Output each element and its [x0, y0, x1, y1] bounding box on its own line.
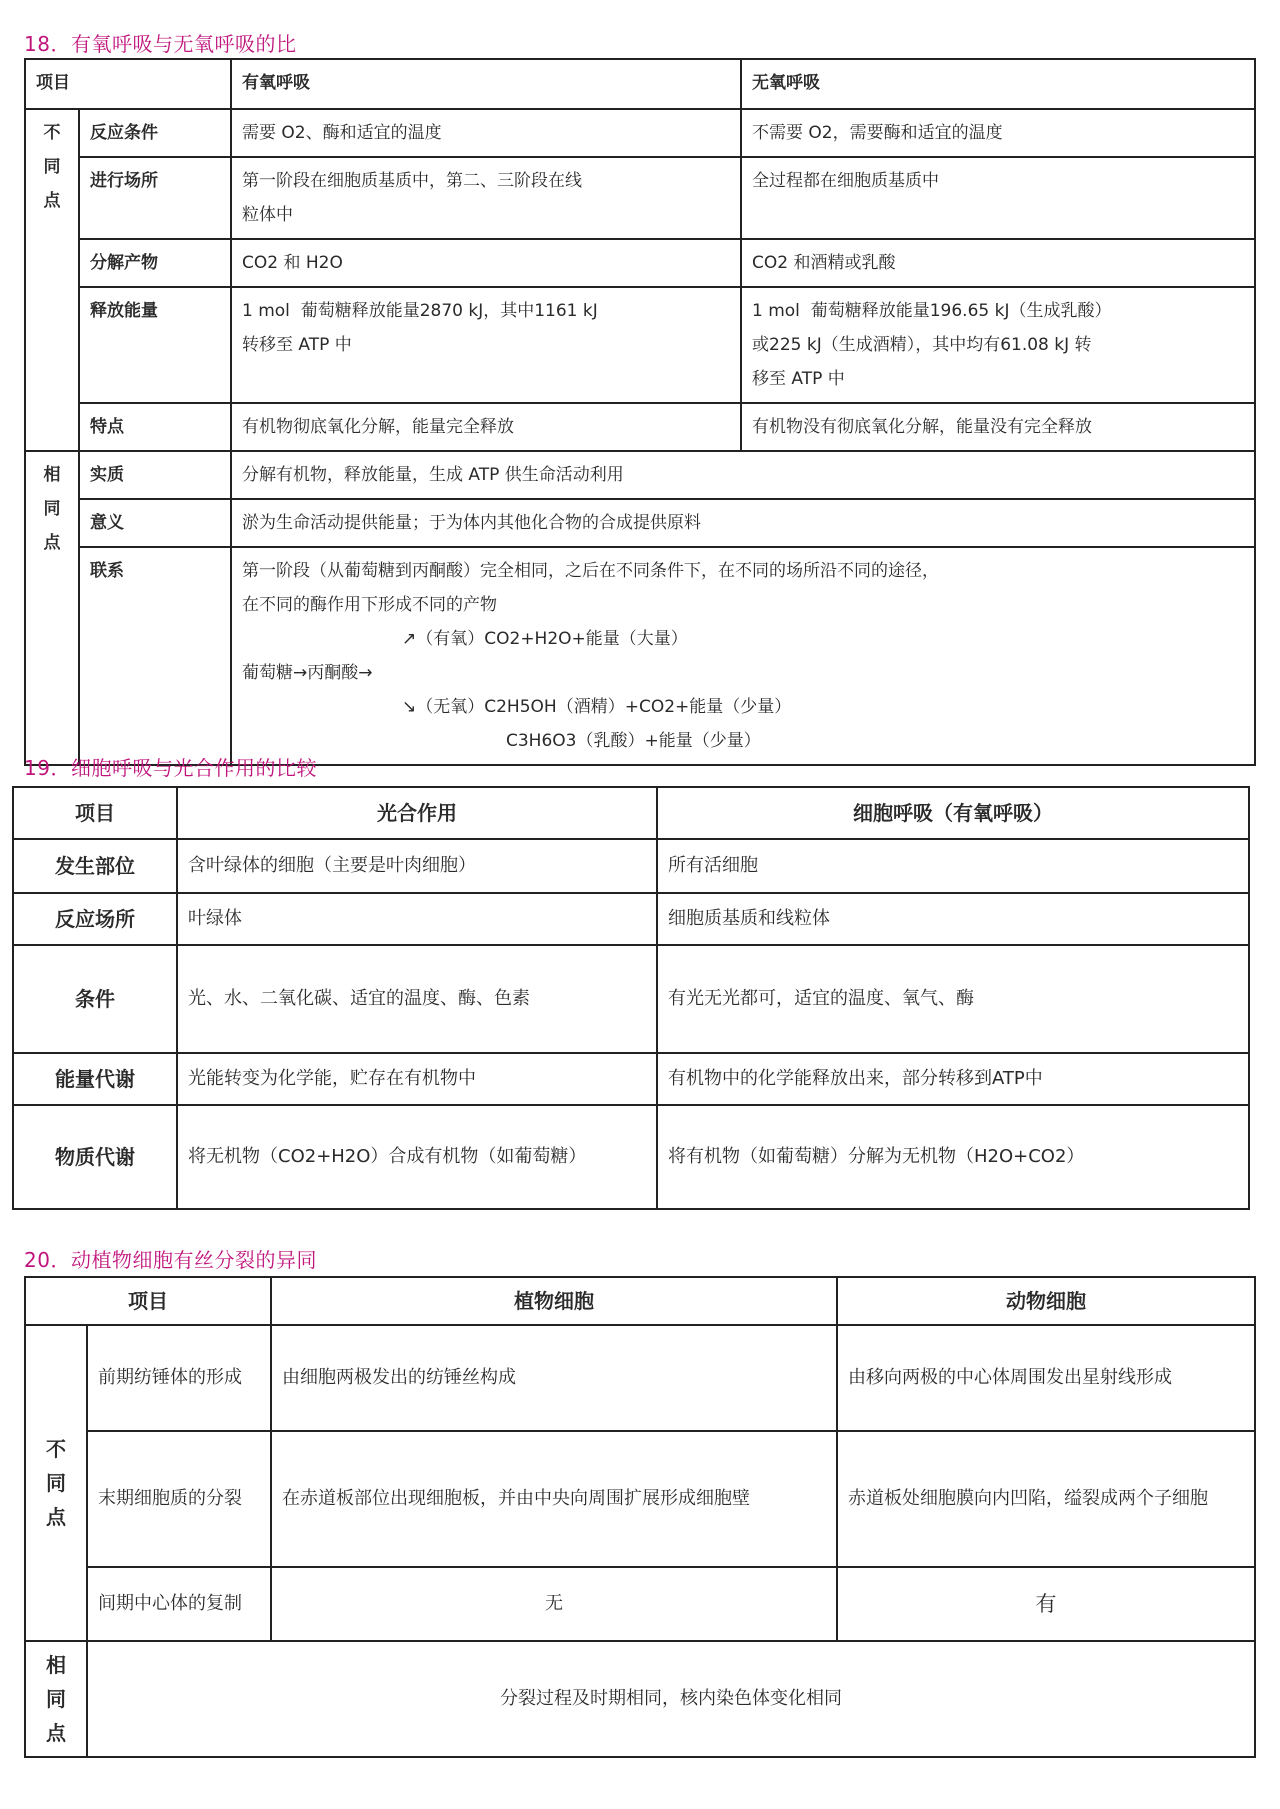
header-photosynthesis: 光合作用 — [177, 787, 657, 839]
row-label: 实质 — [79, 451, 231, 499]
cell-aerobic: 有机物彻底氧化分解，能量完全释放 — [231, 403, 741, 451]
cell-photosynthesis: 光能转变为化学能，贮存在有机物中 — [177, 1053, 657, 1105]
table-row — [25, 239, 1255, 287]
table-row — [13, 1053, 1249, 1105]
row-label: 末期细胞质的分裂 — [87, 1431, 271, 1567]
header-plant: 植物细胞 — [271, 1277, 837, 1325]
table-row — [13, 1105, 1249, 1209]
row-label: 发生部位 — [13, 839, 177, 893]
cell-merged: 淤为生命活动提供能量；于为体内其他化合物的合成提供原料 — [231, 499, 1255, 547]
arrow-down-right-icon: ↘ — [402, 697, 417, 717]
photosynthesis-respiration-table — [12, 786, 1250, 1210]
header-aerobic: 有氧呼吸 — [231, 59, 741, 109]
header-item: 项目 — [25, 1277, 271, 1325]
link-line-1: 第一阶段（从葡萄糖到丙酮酸）完全相同，之后在不同条件下，在不同的场所沿不同的途径， — [242, 561, 939, 581]
table-row — [13, 839, 1249, 893]
cell-respiration: 有光无光都可，适宜的温度、氧气、酶 — [657, 945, 1249, 1053]
cell-respiration: 所有活细胞 — [657, 839, 1249, 893]
header-animal: 动物细胞 — [837, 1277, 1255, 1325]
header-item: 项目 — [25, 59, 231, 109]
cell-photosynthesis: 叶绿体 — [177, 893, 657, 945]
cell-photosynthesis: 将无机物（CO2+H2O）合成有机物（如葡萄糖） — [177, 1105, 657, 1209]
table-header-row — [25, 1277, 1255, 1325]
table-header-row — [25, 59, 1255, 109]
aerobic-anaerobic-table — [24, 58, 1256, 766]
header-respiration: 细胞呼吸（有氧呼吸） — [657, 787, 1249, 839]
table-row — [25, 287, 1255, 403]
cell-merged: 分解有机物，释放能量，生成 ATP 供生命活动利用 — [231, 451, 1255, 499]
cell-aerobic: 1 mol 葡萄糖释放能量2870 kJ，其中1161 kJ 转移至 ATP 中 — [231, 287, 741, 403]
table-row — [25, 1567, 1255, 1641]
section-19-title: 19．细胞呼吸与光合作用的比较 — [24, 756, 317, 780]
row-label: 特点 — [79, 403, 231, 451]
table-row — [13, 945, 1249, 1053]
cell-anaerobic: 1 mol 葡萄糖释放能量196.65 kJ（生成乳酸） 或225 kJ（生成酒精），其中均有61.08 kJ 转 移至 ATP 中 — [741, 287, 1255, 403]
anaerobic-product-1: （无氧）C2H5OH（酒精）+CO2+能量（少量） — [416, 697, 792, 717]
table-row — [25, 451, 1255, 499]
glucose-pyruvate: 葡萄糖→丙酮酸→ — [242, 663, 373, 683]
link-line-2: 在不同的酶作用下形成不同的产物 — [242, 595, 497, 615]
cell-merged: 分裂过程及时期相同，核内染色体变化相同 — [87, 1641, 1255, 1757]
section-20-title: 20．动植物细胞有丝分裂的异同 — [24, 1248, 317, 1272]
group-label-different: 不 同 点 — [25, 109, 79, 451]
mitosis-comparison-table — [24, 1276, 1256, 1758]
row-label: 释放能量 — [79, 287, 231, 403]
cell-animal: 由移向两极的中心体周围发出星射线形成 — [837, 1325, 1255, 1431]
table-row — [25, 499, 1255, 547]
table-row — [25, 547, 1255, 765]
row-label: 前期纺锤体的形成 — [87, 1325, 271, 1431]
row-label: 条件 — [13, 945, 177, 1053]
cell-anaerobic: 不需要 O2，需要酶和适宜的温度 — [741, 109, 1255, 157]
cell-aerobic: 需要 O2、酶和适宜的温度 — [231, 109, 741, 157]
row-label: 反应场所 — [13, 893, 177, 945]
section-18-title: 18．有氧呼吸与无氧呼吸的比 — [24, 32, 297, 56]
cell-anaerobic: 全过程都在细胞质基质中 — [741, 157, 1255, 239]
cell-plant: 无 — [271, 1567, 837, 1641]
table-row — [25, 109, 1255, 157]
row-label: 物质代谢 — [13, 1105, 177, 1209]
cell-photosynthesis: 含叶绿体的细胞（主要是叶肉细胞） — [177, 839, 657, 893]
cell-aerobic: CO2 和 H2O — [231, 239, 741, 287]
cell-aerobic: 第一阶段在细胞质基质中，第二、三阶段在线 粒体中 — [231, 157, 741, 239]
cell-animal: 有 — [837, 1567, 1255, 1641]
aerobic-branch — [242, 622, 1244, 656]
cell-respiration: 有机物中的化学能释放出来，部分转移到ATP中 — [657, 1053, 1249, 1105]
table-row — [25, 157, 1255, 239]
aerobic-product: （有氧）CO2+H2O+能量（大量） — [416, 629, 688, 649]
header-item: 项目 — [13, 787, 177, 839]
group-label-same: 相 同 点 — [25, 451, 79, 765]
cell-respiration: 将有机物（如葡萄糖）分解为无机物（H2O+CO2） — [657, 1105, 1249, 1209]
cell-anaerobic: CO2 和酒精或乳酸 — [741, 239, 1255, 287]
row-label: 能量代谢 — [13, 1053, 177, 1105]
arrow-up-right-icon: ↗ — [402, 629, 417, 649]
row-label: 进行场所 — [79, 157, 231, 239]
table-row — [25, 1641, 1255, 1757]
cell-plant: 在赤道板部位出现细胞板，并由中央向周围扩展形成细胞壁 — [271, 1431, 837, 1567]
cell-plant: 由细胞两极发出的纺锤丝构成 — [271, 1325, 837, 1431]
group-label-same: 相 同 点 — [25, 1641, 87, 1757]
header-anaerobic: 无氧呼吸 — [741, 59, 1255, 109]
table-row — [25, 1325, 1255, 1431]
table-row — [13, 893, 1249, 945]
table-row — [25, 403, 1255, 451]
row-label: 联系 — [79, 547, 231, 765]
table-header-row — [13, 787, 1249, 839]
row-label: 意义 — [79, 499, 231, 547]
row-label: 反应条件 — [79, 109, 231, 157]
cell-anaerobic: 有机物没有彻底氧化分解，能量没有完全释放 — [741, 403, 1255, 451]
anaerobic-product-2: C3H6O3（乳酸）+能量（少量） — [506, 731, 761, 751]
cell-respiration: 细胞质基质和线粒体 — [657, 893, 1249, 945]
link-cell — [231, 547, 1255, 765]
cell-animal: 赤道板处细胞膜向内凹陷，缢裂成两个子细胞 — [837, 1431, 1255, 1567]
row-label: 间期中心体的复制 — [87, 1567, 271, 1641]
anaerobic-branch — [242, 690, 1244, 724]
cell-photosynthesis: 光、水、二氧化碳、适宜的温度、酶、色素 — [177, 945, 657, 1053]
group-label-different: 不 同 点 — [25, 1325, 87, 1641]
row-label: 分解产物 — [79, 239, 231, 287]
table-row — [25, 1431, 1255, 1567]
